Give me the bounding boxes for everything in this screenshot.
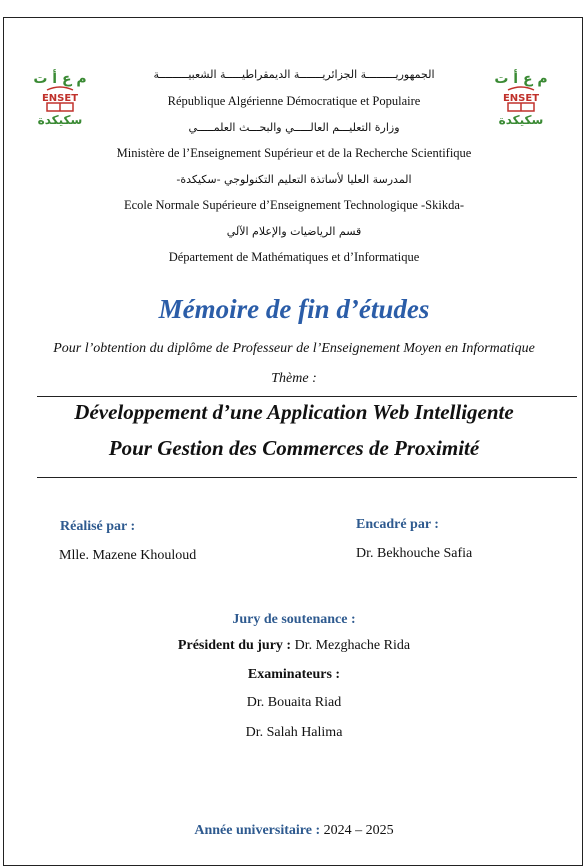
academic-year-label: Année universitaire : (194, 823, 321, 838)
jury-label-row (0, 610, 588, 628)
svg-text:م ع أ ت: م ع أ ت (494, 71, 548, 87)
svg-text:ENSET: ENSET (502, 93, 540, 104)
examiner-item: Dr. Bouaita Riad (246, 695, 342, 710)
rule-top (37, 396, 577, 397)
document-subtitle: Pour l’obtention du diplôme de Professeur de l’Enseignement Moyen en Informatique (53, 341, 535, 356)
document-title: Mémoire de fin d’études (158, 294, 430, 324)
realise-label: Réalisé par : (60, 519, 136, 534)
header-ar-ministry: وزارة التعليـــم العالـــــي والبحـــث العلمـــــي (188, 121, 400, 134)
svg-text:م ع أ ت: م ع أ ت (33, 71, 87, 87)
rule-bottom (37, 477, 577, 478)
academic-year-row (0, 823, 588, 839)
header-ar-school: المدرسة العليا لأساتذة التعليم التكنولوجي -سكيكدة- (176, 173, 412, 186)
project-title-line2: Pour Gestion des Commerces de Proximité (108, 436, 480, 460)
header-fr-ministry: Ministère de l’Enseignement Supérieur et de la Recherche Scientifique (116, 146, 472, 160)
svg-text:ENSET: ENSET (41, 93, 79, 104)
svg-text:سكيكدة: سكيكدة (37, 113, 83, 127)
project-title-line1: Développement d’une Application Web Intelligente (74, 400, 514, 424)
theme-label: Thème : (271, 371, 317, 386)
header-ar-republic: الجمهوريـــــــــة الجزائريـــــــة الديمقراطيـــــة الشعبيـــــــــة (153, 68, 435, 81)
header-fr-department: Département de Mathématiques et d’Informatique (168, 250, 420, 264)
supervisor-name: Dr. Bekhouche Safia (356, 546, 473, 561)
header-ar-department: قسم الرياضيات والإعلام الآلي (226, 225, 362, 238)
examiners-row (0, 667, 588, 683)
president-label: Président du jury : (177, 638, 292, 653)
header-fr-republic: République Algérienne Démocratique et Populaire (167, 94, 421, 108)
header-fr-school: Ecole Normale Supérieure d’Enseignement Technologique -Skikda- (123, 198, 465, 212)
student-name: Mlle. Mazene Khouloud (59, 548, 197, 563)
examiners-label: Examinateurs : (247, 667, 341, 682)
academic-year-value: 2024 – 2025 (323, 823, 394, 838)
president-name: Dr. Mezghache Rida (294, 638, 411, 653)
jury-label: Jury de soutenance : (232, 612, 356, 627)
jury-president-row (0, 638, 588, 654)
svg-text:سكيكدة: سكيكدة (498, 113, 544, 127)
encadre-label: Encadré par : (356, 517, 439, 532)
examiner-item: Dr. Salah Halima (245, 725, 343, 740)
